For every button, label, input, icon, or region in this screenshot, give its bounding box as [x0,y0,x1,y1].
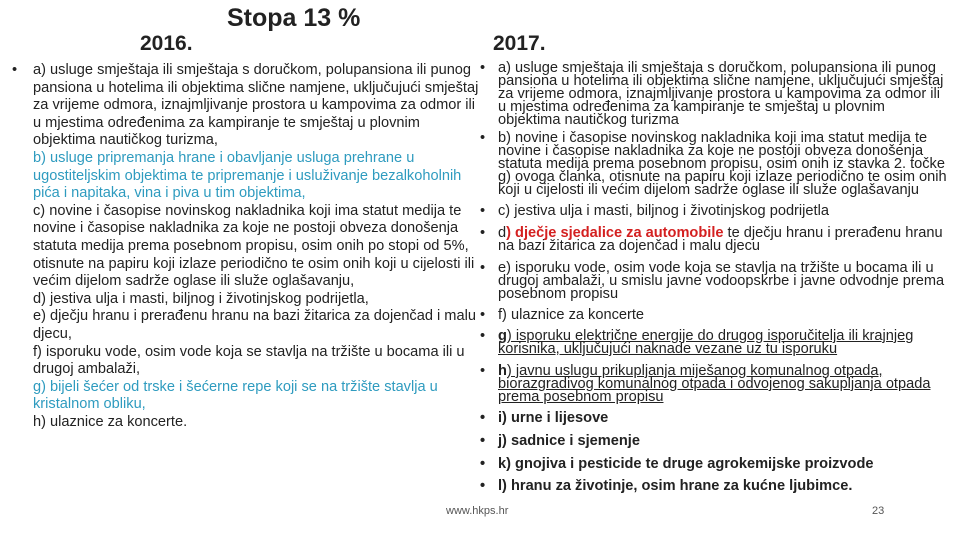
right-item-b-text: b) novine i časopise novinskog nakladnika koji ima statut medija te novine i časopise nakladnika za koje ne postoji obveza donošenja statuta medija prema posebnom propisu, osim onih iz stavka 2. točke g) ovoga članka, otisnute na papiru koji izlaze periodično te osim onih koji u cijelosti ili većim dijelom sadrže oglase ili služe oglašavanju [498,130,947,198]
footer-url: www.hkps.hr [446,505,509,517]
right-item-l-text: l) hranu za životinje, osim hrane za kućne ljubimce. [498,478,853,494]
left-item-f: f) isporuku vode, osim vode koja se stavlja na tržište u bocama ili u drugoj ambalaži, [33,343,465,378]
left-item-g: g) bijeli šećer od trske i šećerne repe koji se na tržište stavlja u kristalnom obliku, [33,378,438,413]
right-item-d-rest: te dječju hranu i prerađenu hranu na bazi žitarica za dojenčad i malu djecu [498,225,943,254]
bullet: • [480,60,486,76]
right-item-j-text: j) sadnice i sjemenje [498,433,640,449]
right-item-d [480,227,950,253]
right-item-a-text: a) usluge smještaja ili smještaja s doručkom, polupansiona ili punog pansiona u hotelima ili objektima slične namjene, uključujući smještaj za vrijeme odmora, iznajmljivanje prostora u kampovima za odmor ili u mjestima određenima za kampiranje te smještaj u plovnim objektima nautičkog turizma [498,60,944,128]
bullet: • [480,130,486,146]
bullet: • [480,456,486,472]
year-2017-heading: 2017. [493,32,546,55]
right-item-j [480,432,950,450]
bullet: • [480,478,486,494]
right-item-i [480,409,950,427]
bullet: • [12,62,18,78]
right-item-g-text: ) isporuku električne energije do drugog isporučitelja ili krajnjeg korisnika, uključujući naknade vezane uz tu isporuku [498,328,914,357]
right-item-b [480,132,950,197]
bullet: • [480,307,486,323]
right-column-2017 [480,60,950,495]
right-item-f-text: f) ulaznice za koncerte [498,307,645,323]
right-item-g-letter: g [498,328,507,344]
right-item-h-letter: h [498,363,507,379]
slide-title: Stopa 13 % [227,4,361,32]
right-item-e-text: e) isporuku vode, osim vode koja se stavlja na tržište u bocama ili u drugoj ambalaži, u smislu javne vodoopskrbe i javne odvodnje prema posebnom propisu [498,260,945,302]
bullet: • [480,203,486,219]
right-item-l [480,477,950,495]
bullet: • [480,260,486,276]
left-item-e: e) dječju hranu i prerađenu hranu na bazi žitarica za dojenčad i malu djecu, [33,308,476,342]
right-item-a [480,62,950,127]
right-item-c [480,202,950,220]
bullet: • [480,363,486,379]
right-item-k-text: k) gnojiva i pesticide te druge agrokemijske proizvode [498,456,874,472]
right-item-e [480,262,950,301]
right-item-g [480,330,950,356]
bullet: • [480,328,486,344]
bullet: • [480,410,486,426]
bullet: • [480,433,486,449]
left-item-a: a) usluge smještaja ili smještaja s doručkom, polupansiona ili punog pansiona u hotelima ili objektima slične namjene, uključujući smještaj za vrijeme odmora, iznajmljivanje prostora u kampovima za odmor ili u mjestima određenima za kampiranje te smještaj u plovnim objektima nautičkog turizma, [33,62,479,149]
right-item-c-text: c) jestiva ulja i masti, biljnog i životinjskog podrijetla [498,203,829,219]
left-column-2016 [12,62,480,431]
right-item-h [480,365,950,404]
page-number: 23 [872,505,885,517]
right-item-i-text: i) urne i lijesove [498,410,609,426]
left-item-d: d) jestiva ulja i masti, biljnog i životinjskog podrijetla, [33,290,369,307]
right-item-k [480,455,950,473]
right-item-d-letter: d [498,225,507,241]
right-item-f [480,306,950,324]
left-item-c: c) novine i časopise novinskog nakladnika koji ima statut medija te novine i časopise nakladnika za koje ne postoji obveza donošenja statuta medija prema posebnom propisu, osim onih po stopi od 5%, otisnute na papiru koji izlaze periodično te osim onih koji u cijelosti ili većim dijelom sadrže oglase ili služe oglašavanju, [33,202,475,290]
left-item-b: b) usluge pripremanja hrane i obavljanje usluga prehrane u ugostiteljskim objektima te pripremanje i usluživanje bezalkoholnih pića i napitaka, vina i piva u tim objektima, [33,149,462,202]
right-item-h-text: ) javnu uslugu prikupljanja miješanog komunalnog otpada, biorazgradivog komunalnog otpada i odvojenog sakupljanja otpada prema posebnom propisu [498,363,931,405]
right-item-d-bold: ) dječje sjedalice za automobile [506,225,724,241]
year-2016-heading: 2016. [140,32,193,55]
left-item-h: h) ulaznice za koncerte. [33,413,188,430]
bullet: • [480,225,486,241]
